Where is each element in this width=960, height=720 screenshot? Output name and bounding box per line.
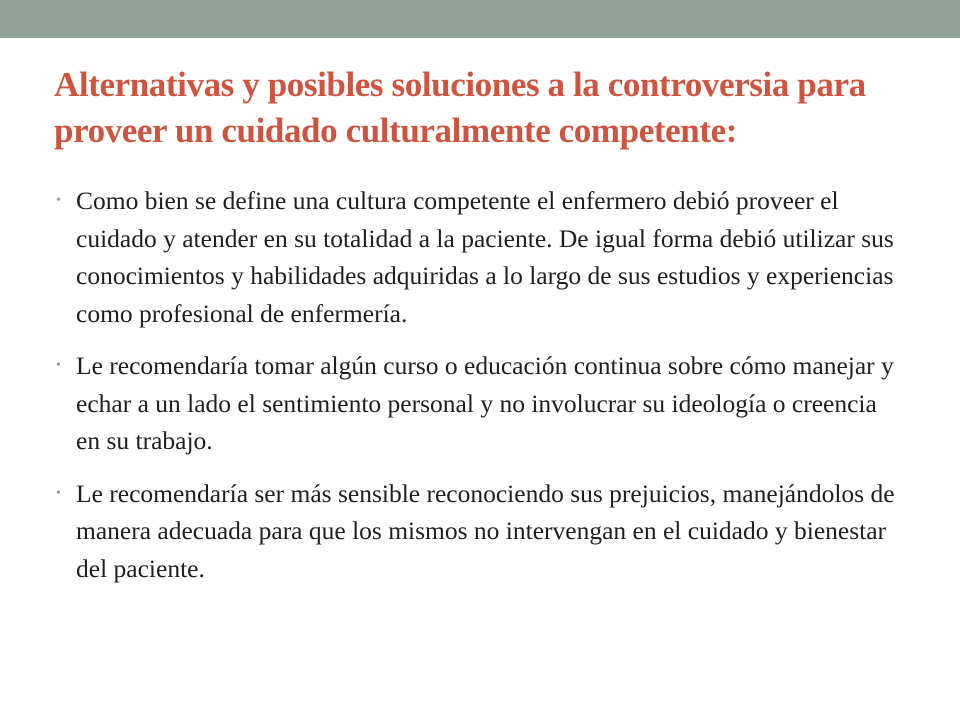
bullet-item	[54, 347, 904, 460]
bullet-dot-icon: •	[56, 358, 61, 373]
bullet-item	[54, 475, 904, 588]
bullet-list	[54, 182, 904, 602]
bullet-dot-icon: •	[56, 193, 61, 208]
bullet-dot-icon: •	[56, 485, 61, 501]
slide-title: Alternativas y posibles soluciones a la controversia para proveer un cuidado culturalmente competente:	[54, 65, 866, 150]
bullet-text: Le recomendaría ser más sensible reconociendo sus prejuicios, manejándolos de manera adecuada para que los mismos no intervengan en el cuidado y bienestar del paciente.	[76, 478, 895, 583]
bullet-item	[54, 182, 904, 332]
bullet-text: Le recomendaría tomar algún curso o educación continua sobre cómo manejar y echar a un lado el sentimiento personal y no involucrar su ideología o creencia en su trabajo.	[76, 351, 894, 455]
slide-top-accent-bar	[0, 0, 960, 38]
bullet-text: Como bien se define una cultura competente el enfermero debió proveer el cuidado y atender en su totalidad a la paciente. De igual forma debió utilizar sus conocimientos y habilidades adquiridas a lo largo de sus estudios y experiencias como profesional de enfermería.	[76, 186, 894, 328]
